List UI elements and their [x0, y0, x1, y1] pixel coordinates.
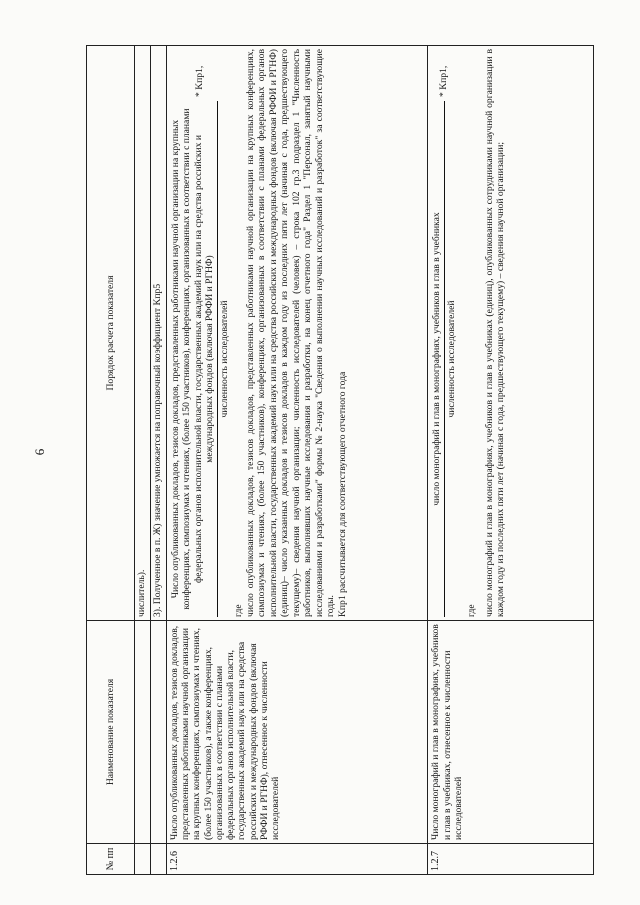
- document-table-container: [86, 45, 594, 875]
- calculation-cell: [428, 46, 594, 621]
- row-number: 1.2.6: [166, 844, 428, 875]
- formula-denominator: численность исследователей: [218, 300, 230, 418]
- table-row: [428, 46, 594, 875]
- continuation-text-2: 3). Полученное в п. Ж) значение умножается на поправочный коэффициент Kпр5: [150, 46, 166, 621]
- continuation-row: [150, 46, 166, 875]
- calculation-cell: [166, 46, 428, 621]
- header-indicator-name: Наименование показателя: [87, 621, 135, 844]
- header-calculation-method: Порядок расчета показателя: [87, 46, 135, 621]
- formula-multiplier: * Kпр1,: [194, 65, 206, 97]
- table-row: [166, 46, 428, 875]
- continuation-text-1: числитель).: [134, 46, 150, 621]
- continuation-row: [134, 46, 150, 875]
- continuation-name-cell: [134, 621, 150, 844]
- coefficient-note: Kпр1 рассчитывается для соответствующего отчетного года: [336, 371, 348, 617]
- indicator-table: [86, 45, 594, 875]
- indicator-name: Число опубликованных докладов, тезисов докладов, представленных работниками научной организации на крупных конференциях, симпозиумах и чтениях, (более 150 участников), а также конференциях, организованных в соответствии с планами федеральных органов исполнительной власти, государственных академий наук или на средства российских и международных фондов (включая РФФИ и РГНФ), отнесенное к численности исследователей: [166, 621, 428, 844]
- header-number: № пп: [87, 844, 135, 875]
- formula-fraction: [431, 49, 457, 617]
- where-label: где: [466, 604, 478, 617]
- formula-denominator: численность исследователей: [445, 300, 457, 418]
- indicator-name: Число монографий и глав в монографиях, учебников и глав в учебниках, отнесенное к численности исследователей: [428, 621, 594, 844]
- explanation-text: число монографий и глав в монографиях, учебников и глав в учебниках (единиц), опубликованных сотрудниками научной организации в каждом году из последних пяти лет (начиная с года, предшествующего текущему) – сведения научной организации;: [483, 49, 507, 617]
- continuation-num-cell: [150, 844, 166, 875]
- formula-numerator: Число опубликованных докладов, тезисов докладов, представленных работниками научной организации на крупных конференциях, симпозиумах и чтениях, (более 150 участников), конференциях, организованных в соответствии с планами федеральных органов исполнительной власти, государственных академий наук или на средства российских и международных фондов (включая РФФИ и РГНФ): [170, 101, 218, 617]
- table-header-row: [87, 46, 135, 875]
- where-label: где: [233, 604, 245, 617]
- explanation-text: число опубликованных докладов, тезисов докладов, представленных работниками научной организации на крупных конференциях, симпозиумах и чтениях, (более 150 участников), конференциях, организованных в соответствии с планами федеральных органов исполнительной власти, государственных академий наук или на средства российских и международных фондов (включая РФФИ и РГНФ) (единиц)– число указанных докладов и тезисов докладов в каждом году из последних пяти лет (начиная с года, предшествующего текущему)– сведения научной организации; численность исследователей (человек) – строка 102 гр.3 подраздел 1 "Численность работников, выполнявших научные исследования и разработки, на конец отчетного года" Раздел 1 "Персонал, занятый научными исследованиями и разработками" формы № 2-наука "Сведения о выполнении научных исследований и разработок" за соответствующие годы.: [244, 49, 337, 617]
- formula-multiplier: * Kпр1,: [438, 65, 450, 97]
- formula-numerator: число монографий и глав в монографиях, учебников и глав в учебниках: [431, 101, 445, 617]
- continuation-name-cell: [150, 621, 166, 844]
- formula-fraction: [170, 49, 231, 617]
- row-number: 1.2.7: [428, 844, 594, 875]
- continuation-num-cell: [134, 844, 150, 875]
- page-number: 6: [32, 448, 47, 456]
